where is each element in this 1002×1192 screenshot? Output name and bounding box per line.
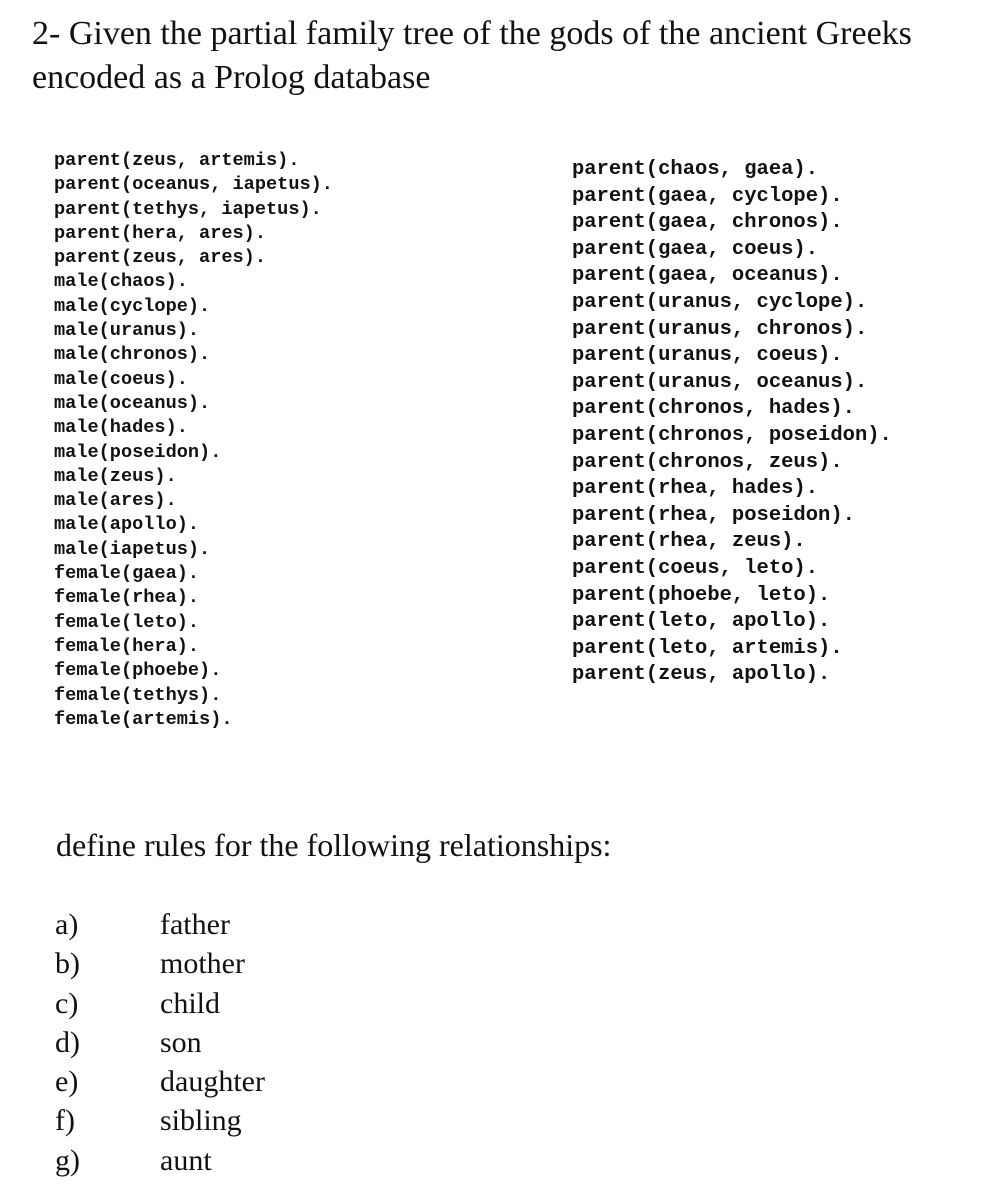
relationship-list (55, 905, 265, 1180)
instruction-text: define rules for the following relationships: (56, 827, 612, 863)
prolog-fact: male(uranus). (54, 320, 200, 342)
prolog-fact: parent(oceanus, iapetus). (54, 174, 333, 196)
relationship-name: mother (160, 947, 245, 981)
prolog-fact: parent(coeus, leto). (572, 556, 819, 580)
prolog-fact: parent(chronos, zeus). (572, 450, 843, 474)
prolog-fact: male(coeus). (54, 368, 188, 390)
prolog-fact: female(tethys). (54, 684, 222, 706)
prolog-fact: male(chaos). (54, 271, 188, 293)
relationship-letter: e) (55, 1065, 79, 1099)
prolog-fact: parent(phoebe, leto). (572, 583, 831, 607)
relationship-letter: b) (55, 947, 80, 981)
prolog-fact: female(hera). (54, 635, 200, 657)
prolog-fact: male(iapetus). (54, 538, 211, 560)
prolog-fact: parent(zeus, artemis). (54, 150, 300, 171)
prolog-fact: male(oceanus). (54, 392, 211, 414)
prolog-fact: male(ares). (54, 490, 177, 512)
prolog-fact: parent(leto, apollo). (572, 610, 831, 634)
relationship-letter: a) (55, 908, 79, 941)
relationship-name: daughter (160, 1065, 265, 1099)
prolog-fact: parent(gaea, oceanus). (572, 264, 843, 288)
prolog-fact: male(zeus). (54, 465, 177, 487)
prolog-fact: parent(chronos, hades). (572, 397, 855, 421)
prolog-facts-left-column (54, 149, 333, 732)
prolog-fact: male(hades). (54, 417, 188, 439)
prolog-fact: parent(zeus, ares). (54, 247, 267, 269)
relationship-item (55, 1101, 265, 1140)
prolog-fact: parent(tethys, iapetus). (54, 198, 322, 220)
question-heading: 2- Given the partial family tree of the gods of the ancient Greeks encoded as a Prolog database (32, 15, 912, 96)
relationship-name: father (160, 908, 230, 941)
prolog-fact: male(chronos). (54, 344, 211, 366)
prolog-fact: parent(leto, artemis). (572, 636, 843, 660)
prolog-fact: parent(zeus, apollo). (572, 663, 831, 687)
relationship-letter: d) (55, 1025, 80, 1059)
prolog-fact: parent(gaea, coeus). (572, 237, 819, 261)
prolog-fact: parent(chronos, poseidon). (572, 423, 892, 447)
prolog-fact: male(poseidon). (54, 441, 222, 463)
relationship-item (55, 1062, 265, 1101)
relationship-letter: c) (55, 986, 79, 1020)
relationship-item (55, 1141, 265, 1180)
prolog-fact: parent(hera, ares). (54, 222, 267, 244)
relationship-letter: g) (55, 1143, 80, 1177)
relationship-name: sibling (160, 1104, 242, 1138)
relationship-name: child (160, 986, 220, 1020)
prolog-fact: parent(chaos, gaea). (572, 158, 819, 181)
prolog-fact: female(rhea). (54, 587, 200, 609)
prolog-fact: parent(rhea, zeus). (572, 530, 806, 554)
relationship-item (55, 905, 265, 944)
relationship-item (55, 944, 265, 983)
prolog-fact: parent(rhea, poseidon). (572, 503, 855, 527)
prolog-fact: parent(rhea, hades). (572, 477, 819, 501)
prolog-facts-right-column (572, 157, 892, 689)
relationship-name: aunt (160, 1143, 212, 1177)
relationship-item (55, 984, 265, 1023)
prolog-fact: parent(uranus, oceanus). (572, 370, 868, 394)
prolog-fact: parent(gaea, cyclope). (572, 184, 843, 208)
prolog-fact: female(gaea). (54, 563, 200, 585)
prolog-fact: female(leto). (54, 611, 200, 633)
prolog-fact: parent(gaea, chronos). (572, 211, 843, 235)
prolog-fact: male(cyclope). (54, 295, 211, 317)
prolog-fact: male(apollo). (54, 514, 200, 536)
prolog-fact: parent(uranus, chronos). (572, 317, 868, 341)
prolog-fact: parent(uranus, coeus). (572, 344, 843, 368)
prolog-fact: female(phoebe). (54, 660, 222, 682)
relationship-letter: f) (55, 1104, 75, 1138)
relationship-item (55, 1023, 265, 1062)
prolog-fact: parent(uranus, cyclope). (572, 290, 868, 314)
prolog-fact: female(artemis). (54, 708, 233, 730)
relationship-name: son (160, 1025, 202, 1059)
